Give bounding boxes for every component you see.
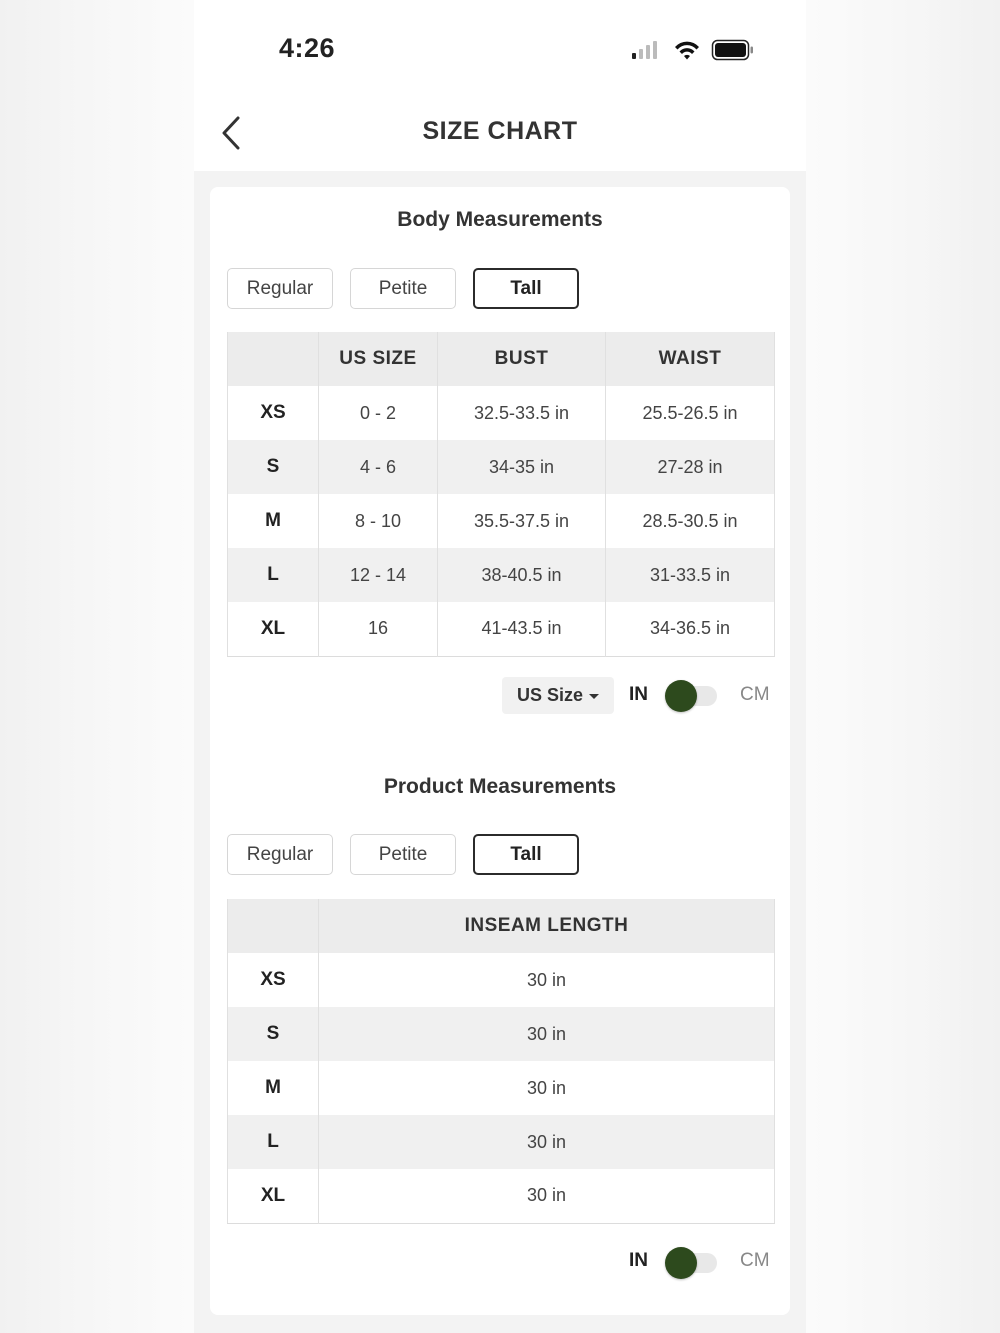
- size-label: M: [265, 510, 281, 531]
- waist-value: 34-36.5 in: [606, 602, 775, 656]
- inseam-value: 30 in: [319, 1169, 775, 1223]
- product-unit-toggle[interactable]: [665, 1247, 719, 1279]
- us-size-value: 0 - 2: [319, 386, 438, 440]
- inseam-value: 30 in: [319, 1007, 775, 1061]
- size-chart-card: [210, 187, 790, 1315]
- table-row: [228, 494, 775, 548]
- waist-value: 28.5-30.5 in: [606, 494, 775, 548]
- header-cell-size: [228, 899, 319, 953]
- header-cell-bust: BUST: [438, 332, 606, 386]
- body-tab-petite[interactable]: Petite: [350, 268, 456, 309]
- us-size-value: 4 - 6: [319, 440, 438, 494]
- unit-label-cm: CM: [740, 684, 770, 705]
- size-label: L: [228, 548, 319, 602]
- product-measurements-title: Product Measurements: [383, 775, 617, 798]
- product-measurements-table: [227, 899, 775, 1224]
- toggle-knob: [665, 680, 697, 712]
- size-label: XS: [260, 402, 286, 423]
- inseam-value: 30 in: [319, 1061, 775, 1115]
- us-size-value: 12 - 14: [319, 548, 438, 602]
- size-label: XS: [260, 969, 286, 990]
- table-row: [228, 602, 775, 656]
- us-size-value: 8 - 10: [319, 494, 438, 548]
- header-cell-us-size: US SIZE: [319, 332, 438, 386]
- toggle-knob: [665, 1247, 697, 1279]
- caret-down-icon: [589, 694, 599, 699]
- battery-icon: [713, 41, 754, 60]
- size-label: S: [228, 1007, 319, 1061]
- table-row: [228, 1061, 775, 1115]
- size-label: XL: [260, 617, 286, 639]
- product-tab-tall[interactable]: Tall: [473, 834, 579, 875]
- table-row: [228, 1007, 775, 1061]
- size-label: L: [228, 1115, 319, 1169]
- inseam-value: 30 in: [319, 1115, 775, 1169]
- unit-label-in: IN: [629, 684, 648, 705]
- body-measurements-title: Body Measurements: [397, 208, 603, 231]
- product-tab-petite[interactable]: Petite: [350, 834, 456, 875]
- bust-value: 41-43.5 in: [438, 602, 606, 656]
- body-tab-tall[interactable]: Tall: [473, 268, 579, 309]
- bust-value: 32.5-33.5 in: [438, 386, 606, 440]
- wifi-icon: [675, 42, 699, 60]
- body-fit-tabs: [227, 268, 579, 309]
- top-bar: [194, 0, 806, 171]
- unit-label-in: IN: [629, 1250, 648, 1271]
- us-size-value: 16: [319, 602, 438, 656]
- header-cell-inseam-length: INSEAM LENGTH: [319, 899, 775, 953]
- header-cell-waist: WAIST: [606, 332, 775, 386]
- bust-value: 34-35 in: [438, 440, 606, 494]
- table-row: [228, 953, 775, 1007]
- body-measurements-table: [227, 332, 775, 657]
- size-system-dropdown[interactable]: [502, 677, 614, 714]
- size-label: XL: [260, 1184, 286, 1206]
- table-row: [228, 1115, 775, 1169]
- body-tab-regular[interactable]: Regular: [227, 268, 333, 309]
- unit-label-cm: CM: [740, 1250, 770, 1271]
- waist-value: 25.5-26.5 in: [606, 386, 775, 440]
- waist-value: 31-33.5 in: [606, 548, 775, 602]
- inseam-value: 30 in: [319, 953, 775, 1007]
- size-system-value: US Size: [516, 685, 584, 705]
- cellular-signal-icon: [632, 41, 657, 59]
- page-title: SIZE CHART: [422, 117, 578, 145]
- table-row: [228, 386, 775, 440]
- status-icons: [632, 38, 756, 62]
- header-cell-size: [228, 332, 319, 386]
- bust-value: 35.5-37.5 in: [438, 494, 606, 548]
- waist-value: 27-28 in: [606, 440, 775, 494]
- status-time: 4:26: [279, 33, 336, 63]
- size-label: S: [228, 440, 319, 494]
- table-header-row: [228, 332, 775, 386]
- table-row: [228, 548, 775, 602]
- body-unit-toggle[interactable]: [665, 680, 719, 712]
- size-label: M: [265, 1077, 281, 1098]
- table-row: [228, 1169, 775, 1223]
- phone-screen: [194, 0, 806, 1333]
- table-row: [228, 440, 775, 494]
- product-fit-tabs: [227, 834, 579, 875]
- product-tab-regular[interactable]: Regular: [227, 834, 333, 875]
- bust-value: 38-40.5 in: [438, 548, 606, 602]
- table-header-row: [228, 899, 775, 953]
